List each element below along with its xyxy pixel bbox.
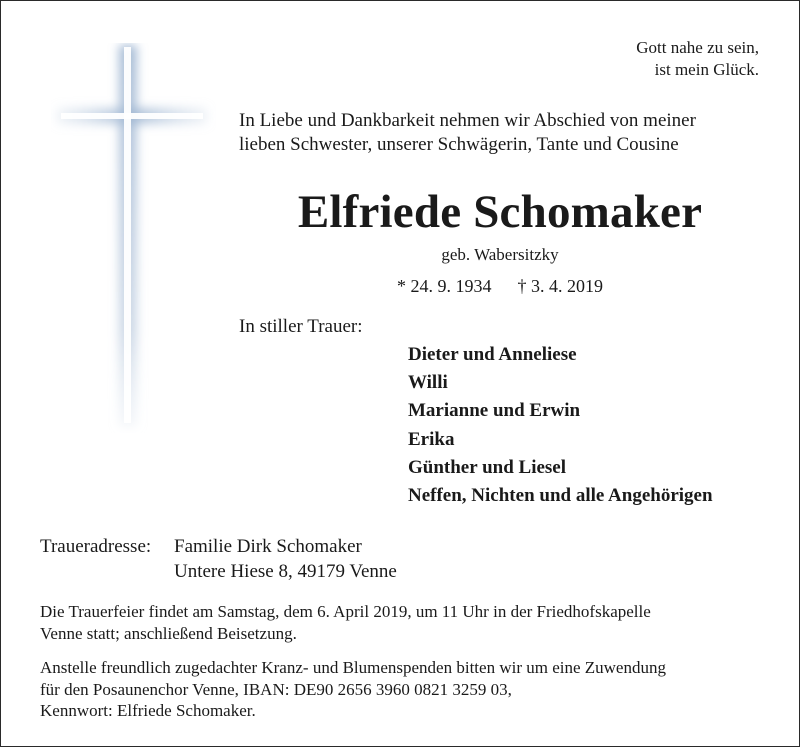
mourner-item: Dieter und Anneliese	[408, 344, 577, 365]
motto-line-2: ist mein Glück.	[654, 60, 759, 79]
mourner-item: Marianne und Erwin	[408, 400, 581, 422]
service-line-2: Venne statt; anschließend Beisetzung.	[40, 623, 297, 643]
mourner-item: Neffen, Nichten und alle Angehörigen	[408, 485, 713, 507]
mourners-list	[408, 341, 713, 510]
funeral-service-info	[40, 601, 780, 644]
intro-text	[239, 109, 696, 157]
donation-line-3: Kennwort: Elfriede Schomaker.	[40, 701, 256, 720]
maiden-name: geb. Wabersitzky	[441, 245, 559, 264]
mourning-address	[40, 535, 397, 584]
address-line-1: Familie Dirk Schomaker	[174, 536, 362, 557]
mourner-item: Willi	[408, 372, 448, 394]
birth-date: * 24. 9. 1934	[397, 276, 492, 296]
donation-line-2: für den Posaunenchor Venne, IBAN: DE90 2656 3960 0821 3259 03,	[40, 679, 512, 699]
death-date: † 3. 4. 2019	[517, 276, 603, 296]
deceased-name: Elfriede Schomaker	[297, 186, 703, 238]
motto	[636, 37, 759, 81]
donation-info	[40, 657, 780, 722]
intro-line-2: lieben Schwester, unserer Schwägerin, Tante und Cousine	[239, 134, 679, 155]
mourning-label: In stiller Trauer:	[239, 316, 363, 337]
mourner-item: Erika	[408, 428, 455, 450]
service-line-1: Die Trauerfeier findet am Samstag, dem 6. April 2019, um 11 Uhr in der Friedhofskapelle	[40, 602, 651, 621]
address-line-2: Untere Hiese 8, 49179 Venne	[174, 560, 397, 582]
intro-line-1: In Liebe und Dankbarkeit nehmen wir Abschied von meiner	[239, 110, 696, 131]
donation-line-1: Anstelle freundlich zugedachter Kranz- und Blumenspenden bitten wir um eine Zuwendung	[40, 658, 666, 677]
cross-icon	[51, 43, 216, 433]
life-dates	[201, 275, 799, 297]
motto-line-1: Gott nahe zu sein,	[636, 38, 759, 57]
mourner-item: Günther und Liesel	[408, 456, 567, 478]
address-label: Traueradresse:	[40, 536, 152, 557]
